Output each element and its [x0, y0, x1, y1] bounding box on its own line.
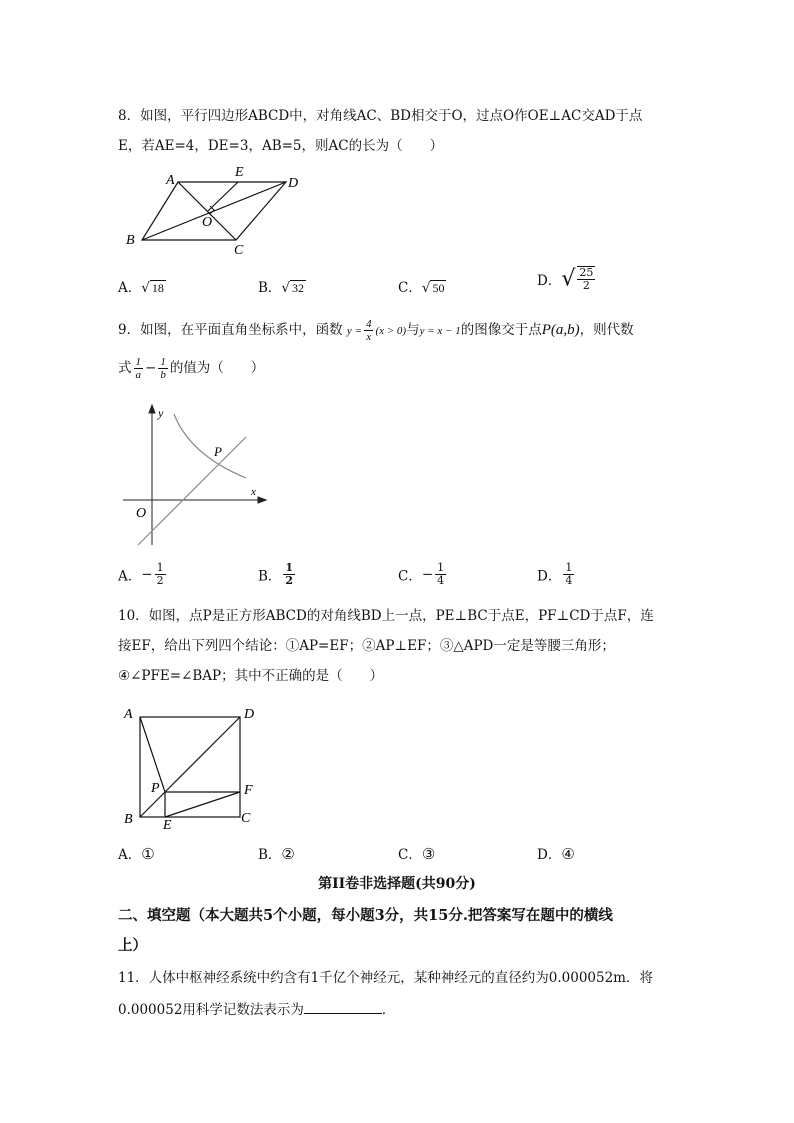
q8-label-B: B	[126, 233, 135, 248]
q9-option-c-fraction: $\frac{1}{4}$	[437, 561, 445, 587]
q10-label-C: C	[241, 811, 251, 826]
q8-label-A: A	[166, 173, 175, 188]
q10-stem-line1: 10．如图，点P是正方形ABCD的对角线BD上一点，PE⊥BC于点E，PF⊥CD于点F，连	[118, 608, 654, 624]
sqrt-symbol: √ 18	[141, 280, 164, 296]
q10-option-c[interactable]: C．③	[398, 845, 436, 863]
q10-label-D: D	[244, 707, 255, 722]
q10-label-P: P	[151, 781, 160, 796]
q11-answer-blank[interactable]	[304, 1001, 382, 1014]
sqrt-symbol: √ 32	[281, 280, 305, 296]
q9-point: P(a,b)	[541, 322, 580, 338]
part2-instructions-line2: 上）	[118, 937, 147, 954]
q8-label-C: C	[234, 243, 244, 258]
q8-stem-line1: 8．如图，平行四边形ABCD中，对角线AC、BD相交于O，过点O作OE⊥AC交AD于点	[118, 108, 643, 124]
q9-func-y: y =	[346, 325, 362, 337]
q8-option-d-letter: D．	[537, 273, 562, 289]
q10-option-b-value: ②	[281, 845, 295, 863]
section-2-title: 第II卷非选择题(共90分)	[318, 876, 476, 892]
q10-option-b[interactable]: B．②	[258, 845, 295, 863]
part2-instructions-line1: 二、填空题（本大题共5个小题，每小题3分，共15分.把答案写在题中的横线	[118, 907, 613, 924]
q9-label-x: x	[251, 486, 256, 498]
q8-option-a-value: 18	[151, 281, 164, 295]
q10-stem-line2: 接EF，给出下列四个结论：①AP=EF；②AP⊥EF；③△APD一定是等腰三角形；	[118, 638, 615, 654]
q10-option-c-value: ③	[421, 845, 436, 863]
q8-parallelogram-figure	[118, 160, 318, 260]
q9-option-a[interactable]: A．− $\frac{1}{2}$	[118, 561, 164, 587]
q10-option-d-value: ④	[561, 845, 575, 863]
q9-stem-line2: 式 $\frac{1}{a}$ − $\frac{1}{b}$ 的值为（ ）	[118, 356, 265, 381]
q9-stem-line1: 9．如图，在平面直角坐标系中，函数 y = $\frac{4}{x}$ (x > 0)与y = x − 1的图像交于点P(a,b)，则代数	[118, 318, 634, 343]
q9-label-y: y	[158, 406, 164, 420]
q8-option-a[interactable]	[118, 276, 166, 296]
q9-option-d-fraction: $\frac{1}{4}$	[565, 561, 573, 587]
q10-label-E: E	[163, 818, 172, 833]
q10-option-a-value: ①	[141, 845, 155, 863]
q8-label-O: O	[202, 215, 213, 230]
q9-option-a-fraction: $\frac{1}{2}$	[156, 561, 164, 587]
q8-option-b-letter: B．	[258, 280, 282, 296]
q10-square-figure	[118, 700, 278, 835]
q8-label-E: E	[235, 165, 244, 180]
q8-option-d-fraction: $\frac{25}{2}$	[579, 266, 594, 292]
q8-option-d[interactable]	[537, 266, 597, 292]
q10-stem-line3: ④∠PFE=∠BAP；其中不正确的是（ ）	[118, 668, 384, 684]
q8-option-b[interactable]	[258, 276, 306, 296]
sqrt-symbol: √ 50	[421, 280, 445, 296]
q9-label-O: O	[136, 506, 147, 521]
q9-option-c[interactable]: C．− $\frac{1}{4}$	[398, 561, 445, 587]
q11-stem-line1: 11．人体中枢神经系统中约含有1千亿个神经元，某种神经元的直径约为0.000052m．将	[118, 970, 653, 986]
q8-option-a-letter: A．	[118, 280, 142, 296]
q10-option-a[interactable]: A．①	[118, 845, 155, 863]
q9-option-b-fraction: $\frac{1}{2}$	[285, 561, 294, 587]
q10-option-d[interactable]: D．④	[537, 845, 575, 863]
q8-label-D: D	[288, 176, 299, 191]
q8-option-c-value: 50	[432, 281, 445, 295]
sqrt-symbol: √	[561, 266, 576, 292]
q9-option-d[interactable]: D． $\frac{1}{4}$	[537, 561, 573, 587]
q11-stem-line2: 0.000052用科学记数法表示为 ．	[118, 1002, 396, 1018]
q9-line-func: y = x − 1	[419, 325, 461, 337]
q10-label-F: F	[244, 783, 253, 798]
q8-stem-line2: E，若AE=4，DE=3，AB=5，则AC的长为（ ）	[118, 138, 444, 154]
q8-option-b-value: 32	[292, 281, 305, 295]
q8-option-c[interactable]	[398, 276, 446, 296]
q10-label-B: B	[124, 812, 133, 827]
q9-option-b[interactable]: B． $\frac{1}{2}$	[258, 561, 294, 587]
q9-coordinate-figure	[118, 400, 278, 550]
q8-option-c-letter: C．	[398, 280, 422, 296]
q10-label-A: A	[124, 707, 133, 722]
q9-func-fraction: $\frac{4}{x}$	[365, 318, 372, 343]
q9-label-P: P	[214, 444, 222, 459]
